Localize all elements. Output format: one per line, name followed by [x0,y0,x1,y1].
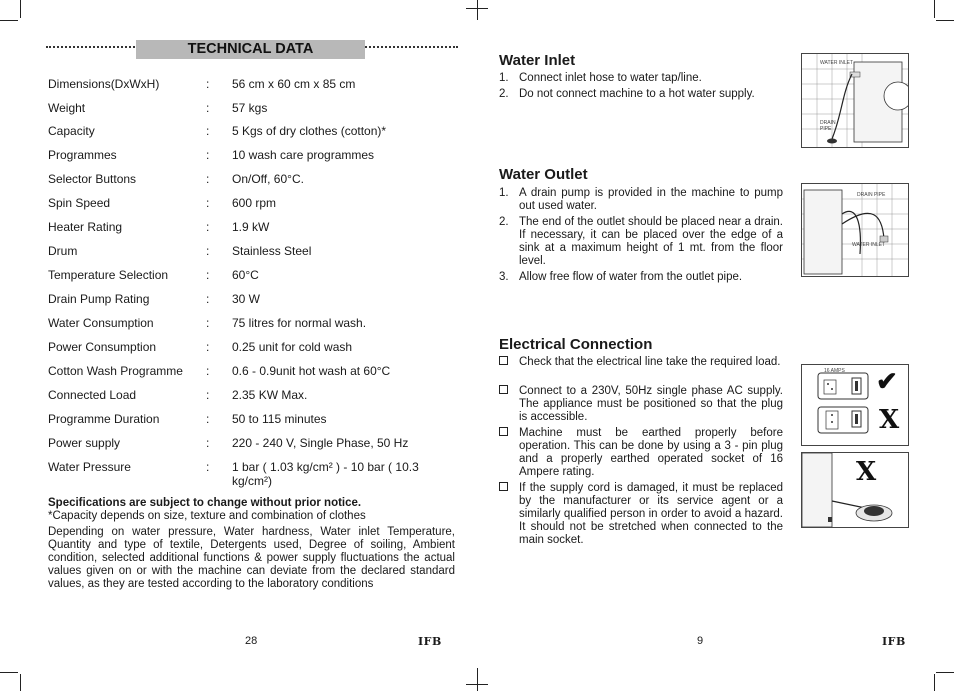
spec-colon: : [206,268,210,282]
item-text: If the supply cord is damaged, it must be replaced by the manufacturer or its service agent or a similarly qualified person in order to avoid a hazard. It should not be stretched when connected to the main socket. [519,482,783,546]
item-text: Connect inlet hose to water tap/line. [519,72,702,84]
crop-mark [934,674,935,691]
checkbox-bullet [499,385,508,398]
spec-label: Programmes [48,148,117,162]
crop-mark [936,672,954,673]
crop-mark [466,8,488,9]
cord-illustration [802,453,908,527]
item-text: Do not connect machine to a hot water supply. [519,88,755,100]
check-mark-icon: ✔ [876,366,898,396]
crop-mark [477,0,478,20]
spec-change-note: Specifications are subject to change without prior notice. [48,497,362,509]
inlet-illustration [802,54,908,147]
ifb-logo: IFB [418,635,442,648]
item-number: 1. [499,187,509,199]
spec-value: 600 rpm [232,196,277,210]
spec-label: Drain Pump Rating [48,292,150,306]
spec-label: Drum [48,244,78,258]
spec-value: 0.25 unit for cold wash [232,340,353,354]
spec-value: 56 cm x 60 cm x 85 cm [232,77,356,91]
figure-label: WATER INLET [852,242,886,248]
crop-mark [20,0,21,18]
outlet-illustration [802,184,908,276]
spec-value: 60°C [232,268,259,282]
spec-label: Programme Duration [48,412,160,426]
figure-label: 16 AMPS [824,368,845,374]
item-number: 2. [499,216,509,228]
spec-value: Stainless Steel [232,244,312,258]
spec-colon: : [206,77,210,91]
spec-colon: : [206,316,210,330]
spec-value: 10 wash care programmes [232,148,375,162]
crop-mark [934,0,935,18]
figure-label: DRAIN PIPE [857,192,886,198]
item-text: A drain pump is provided in the machine to pump out used water. [519,187,783,212]
crop-mark [477,668,478,691]
spec-label: Capacity [48,124,95,138]
crop-mark [0,672,18,673]
page-number: 28 [245,635,258,647]
spec-value: 1.9 kW [232,220,270,234]
item-text: Machine must be earthed properly before operation. This can be done by using a 3 - pin plug and a properly earthed operated socket of 16 Ampere rating. [519,427,783,478]
water-inlet-figure [801,53,909,148]
item-text: Check that the electrical line take the required load. [519,356,781,368]
checkbox-bullet [499,482,508,495]
spec-value: 30 W [232,292,261,306]
spec-colon: : [206,388,210,402]
page-number: 9 [697,635,704,647]
crop-mark [936,20,954,21]
spec-value: 2.35 KW Max. [232,388,308,402]
item-text: Allow free flow of water from the outlet pipe. [519,271,743,283]
spec-colon: : [206,196,210,210]
technical-data-heading: TECHNICAL DATA [136,40,365,59]
figure-label: DRAIN PIPE [820,120,836,132]
spec-colon: : [206,292,210,306]
ifb-logo: IFB [882,635,906,648]
spec-colon: : [206,148,210,162]
spec-label: Water Pressure [48,460,131,474]
water-outlet-figure [801,183,909,277]
deviation-paragraph: Depending on water pressure, Water hardness, Water inlet Temperature, Quantity and type of textile, Detergents used, Degree of soiling, Ambient condition, selected additional functions & power supply fluctuations the actual values given on or with the machine can deviate from the declared standard values, as they are tested according to the laboratory conditions [48,526,455,590]
item-number: 3. [499,271,509,283]
spec-label: Connected Load [48,388,137,402]
stretched-cord-figure [801,452,909,528]
spec-value: 57 kgs [232,101,268,115]
spec-label: Power Consumption [48,340,157,354]
spec-label: Heater Rating [48,220,123,234]
spec-label: Selector Buttons [48,172,137,186]
spec-label: Power supply [48,436,121,450]
spec-value: 220 - 240 V, Single Phase, 50 Hz [232,436,409,450]
electrical-connection-heading: Electrical Connection [499,336,653,353]
spec-colon: : [206,364,210,378]
crop-mark [466,684,488,685]
spec-colon: : [206,124,210,138]
spec-colon: : [206,101,210,115]
spec-label: Water Consumption [48,316,154,330]
figure-label: WATER INLET [820,60,854,66]
crop-mark [0,20,18,21]
spec-label: Temperature Selection [48,268,169,282]
spec-value: 1 bar ( 1.03 kg/cm² ) - 10 bar ( 10.3 kg/cm²) [232,460,419,488]
socket-figure [801,364,909,446]
checkbox-bullet [499,427,508,440]
checkbox-bullet [499,356,508,369]
item-number: 2. [499,88,509,100]
spec-value: 0.6 - 0.9unit hot wash at 60°C [232,364,391,378]
spec-colon: : [206,436,210,450]
water-inlet-heading: Water Inlet [499,52,576,69]
spec-label: Dimensions(DxWxH) [48,77,160,91]
item-number: 1. [499,72,509,84]
spec-colon: : [206,244,210,258]
spec-colon: : [206,220,210,234]
item-text: The end of the outlet should be placed near a drain. If necessary, it can be placed over the edge of a sink at a maximum height of 1 mt. from the floor level. [519,216,783,267]
spec-value: 5 Kgs of dry clothes (cotton)* [232,124,387,138]
cross-mark-icon: X [879,405,900,435]
spec-value: 50 to 115 minutes [232,412,327,426]
spec-colon: : [206,172,210,186]
item-text: Connect to a 230V, 50Hz single phase AC supply. The appliance must be positioned so that the plug is accessible. [519,385,783,423]
spec-label: Spin Speed [48,196,111,210]
spec-label: Weight [48,101,86,115]
spec-colon: : [206,460,210,474]
spec-label: Cotton Wash Programme [48,364,183,378]
spec-value: On/Off, 60°C. [232,172,304,186]
cross-mark-icon: X [856,457,877,487]
capacity-note: *Capacity depends on size, texture and combination of clothes [48,510,366,522]
spec-colon: : [206,340,210,354]
crop-mark [20,674,21,691]
water-outlet-heading: Water Outlet [499,166,588,183]
spec-value: 75 litres for normal wash. [232,316,367,330]
spec-colon: : [206,412,210,426]
